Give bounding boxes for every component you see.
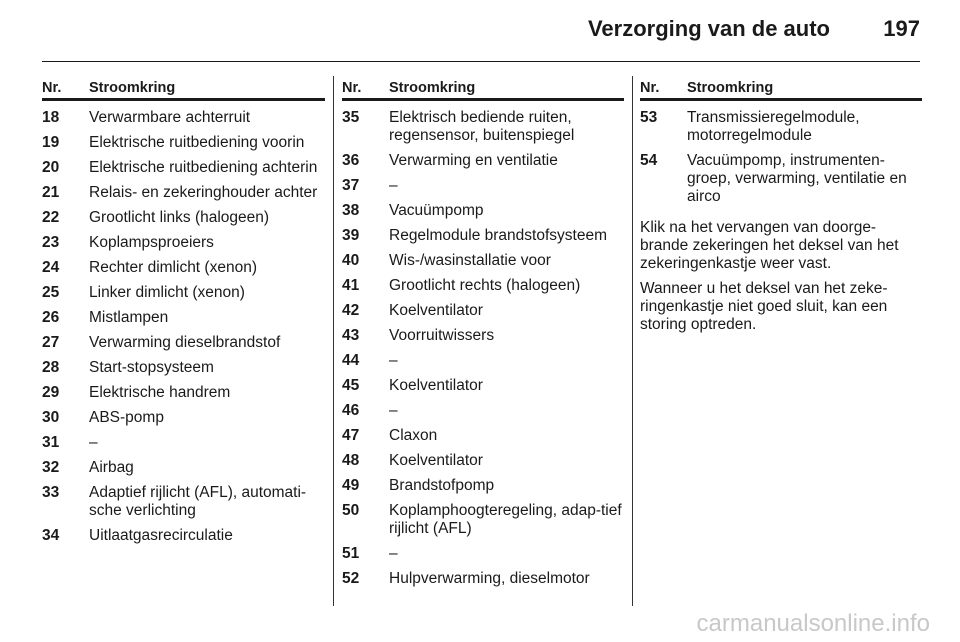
circuit-description: Elektrische ruitbediening achterin: [89, 159, 318, 176]
fuse-number: 35: [342, 109, 360, 126]
circuit-description: Transmissieregelmodule, motorregelmodule: [687, 109, 860, 144]
fuse-number: 33: [42, 484, 60, 501]
fuse-number: 27: [42, 334, 60, 351]
column-divider: [632, 76, 633, 606]
paragraph-cover-warning: Wanneer u het deksel van het zeke-ringenkastje niet goed sluit, kan een storing optreden.: [640, 280, 888, 333]
table-row: [42, 134, 325, 152]
table-row: [342, 252, 624, 270]
circuit-description: Verwarming dieselbrandstof: [89, 334, 281, 351]
fuse-number: 24: [42, 259, 60, 276]
circuit-description: Elektrische handrem: [89, 384, 231, 401]
table-row: [42, 334, 325, 352]
fuse-table-column-1: [42, 80, 325, 552]
header-circuit: Stroomkring: [687, 80, 774, 96]
table-row: [42, 359, 325, 377]
circuit-description: Koelventilator: [389, 302, 483, 319]
fuse-number: 23: [42, 234, 60, 251]
fuse-number: 46: [342, 402, 360, 419]
circuit-description: Verwarming en ventilatie: [389, 152, 558, 169]
table-row: [342, 202, 624, 220]
fuse-number: 32: [42, 459, 60, 476]
fuse-number: 39: [342, 227, 360, 244]
table-row: [42, 459, 325, 477]
table-row: [42, 159, 325, 177]
page-number: 197: [883, 16, 920, 41]
table-row: [342, 545, 624, 563]
table-row: [42, 409, 325, 427]
circuit-description: Koelventilator: [389, 452, 483, 469]
table-row: [342, 302, 624, 320]
fuse-number: 48: [342, 452, 360, 469]
circuit-description: Elektrisch bediende ruiten, regensensor, buitenspiegel: [389, 109, 575, 144]
fuse-number: 22: [42, 209, 60, 226]
fuse-number: 51: [342, 545, 360, 562]
fuse-number: 53: [640, 109, 658, 126]
table-row: [42, 384, 325, 402]
fuse-number: 21: [42, 184, 60, 201]
fuse-number: 52: [342, 570, 360, 587]
fuse-number: 26: [42, 309, 60, 326]
table-row: [640, 109, 922, 145]
circuit-description: Verwarmbare achterruit: [89, 109, 251, 126]
fuse-number: 37: [342, 177, 360, 194]
circuit-description: –: [389, 177, 398, 194]
fuse-number: 30: [42, 409, 60, 426]
circuit-description: Koelventilator: [389, 377, 483, 394]
circuit-description: Hulpverwarming, dieselmotor: [389, 570, 590, 587]
table-row: [342, 452, 624, 470]
circuit-description: Grootlicht links (halogeen): [89, 209, 270, 226]
circuit-description: Vacuümpomp: [389, 202, 484, 219]
circuit-description: Koplampsproeiers: [89, 234, 214, 251]
circuit-description: –: [389, 545, 398, 562]
table-header: [342, 80, 624, 101]
table-row: [342, 177, 624, 195]
circuit-description: –: [389, 402, 398, 419]
circuit-description: Start-stopsysteem: [89, 359, 214, 376]
fuse-number: 44: [342, 352, 360, 369]
fuse-number: 18: [42, 109, 60, 126]
fuse-number: 41: [342, 277, 360, 294]
table-row: [42, 484, 325, 520]
fuse-number: 38: [342, 202, 360, 219]
circuit-description: Elektrische ruitbediening voorin: [89, 134, 305, 151]
fuse-number: 54: [640, 152, 658, 169]
table-row: [342, 327, 624, 345]
circuit-description: –: [89, 434, 98, 451]
fuse-number: 45: [342, 377, 360, 394]
column-divider: [333, 76, 334, 606]
table-row: [42, 109, 325, 127]
circuit-description: Voorruitwissers: [389, 327, 495, 344]
header-circuit: Stroomkring: [89, 80, 176, 96]
table-row: [342, 227, 624, 245]
circuit-description: Wis-/wasinstallatie voor: [389, 252, 551, 269]
paragraph-refit-cover: Klik na het vervangen van doorge-brande zekeringen het deksel van het zekeringenkastje weer vast.: [640, 219, 899, 272]
fuse-number: 28: [42, 359, 60, 376]
table-row: [42, 259, 325, 277]
fuse-number: 29: [42, 384, 60, 401]
fuse-number: 50: [342, 502, 360, 519]
fuse-number: 43: [342, 327, 360, 344]
fuse-number: 20: [42, 159, 60, 176]
table-row: [342, 502, 624, 538]
fuse-number: 34: [42, 527, 60, 544]
table-row: [342, 570, 624, 588]
table-row: [42, 434, 325, 452]
circuit-description: Rechter dimlicht (xenon): [89, 259, 257, 276]
circuit-description: Mistlampen: [89, 309, 169, 326]
circuit-description: Adaptief rijlicht (AFL), automati-sche verlichting: [89, 484, 307, 519]
fuse-number: 40: [342, 252, 360, 269]
page-title: Verzorging van de auto: [587, 16, 830, 41]
table-row: [42, 184, 325, 202]
header-nr: Nr.: [342, 80, 362, 96]
header-circuit: Stroomkring: [389, 80, 476, 96]
circuit-description: Uitlaatgasrecirculatie: [89, 527, 233, 544]
table-row: [342, 477, 624, 495]
table-row: [42, 284, 325, 302]
fuse-number: 47: [342, 427, 360, 444]
table-row: [342, 109, 624, 145]
circuit-description: Relais- en zekeringhouder achter: [89, 184, 318, 201]
circuit-description: ABS-pomp: [89, 409, 164, 426]
table-row: [42, 527, 325, 545]
table-row: [342, 402, 624, 420]
table-row: [42, 234, 325, 252]
header-rule: [42, 61, 920, 62]
table-row: [42, 309, 325, 327]
header-nr: Nr.: [640, 80, 660, 96]
table-header: [640, 80, 922, 101]
circuit-description: Claxon: [389, 427, 438, 444]
table-row: [342, 377, 624, 395]
fuse-number: 42: [342, 302, 360, 319]
table-row: [342, 427, 624, 445]
fuse-number: 36: [342, 152, 360, 169]
circuit-description: Grootlicht rechts (halogeen): [389, 277, 581, 294]
table-row: [342, 277, 624, 295]
fuse-number: 19: [42, 134, 60, 151]
circuit-description: Vacuümpomp, instrumenten-groep, verwarming, ventilatie en airco: [687, 152, 907, 205]
fuse-number: 25: [42, 284, 60, 301]
circuit-description: –: [389, 352, 398, 369]
table-row: [640, 152, 922, 206]
table-row: [342, 352, 624, 370]
table-header: [42, 80, 325, 101]
circuit-description: Brandstofpomp: [389, 477, 495, 494]
header-nr: Nr.: [42, 80, 62, 96]
fuse-table-column-3: [640, 80, 922, 341]
fuse-number: 31: [42, 434, 60, 451]
circuit-description: Koplamphoogteregeling, adap-tief rijlicht (AFL): [389, 502, 622, 537]
circuit-description: Linker dimlicht (xenon): [89, 284, 245, 301]
page-header: [0, 0, 960, 62]
circuit-description: Regelmodule brandstofsysteem: [389, 227, 607, 244]
circuit-description: Airbag: [89, 459, 134, 476]
fuse-number: 49: [342, 477, 360, 494]
table-row: [42, 209, 325, 227]
watermark: carmanualsonline.info: [696, 610, 930, 637]
table-row: [342, 152, 624, 170]
fuse-table-column-2: [342, 80, 624, 595]
